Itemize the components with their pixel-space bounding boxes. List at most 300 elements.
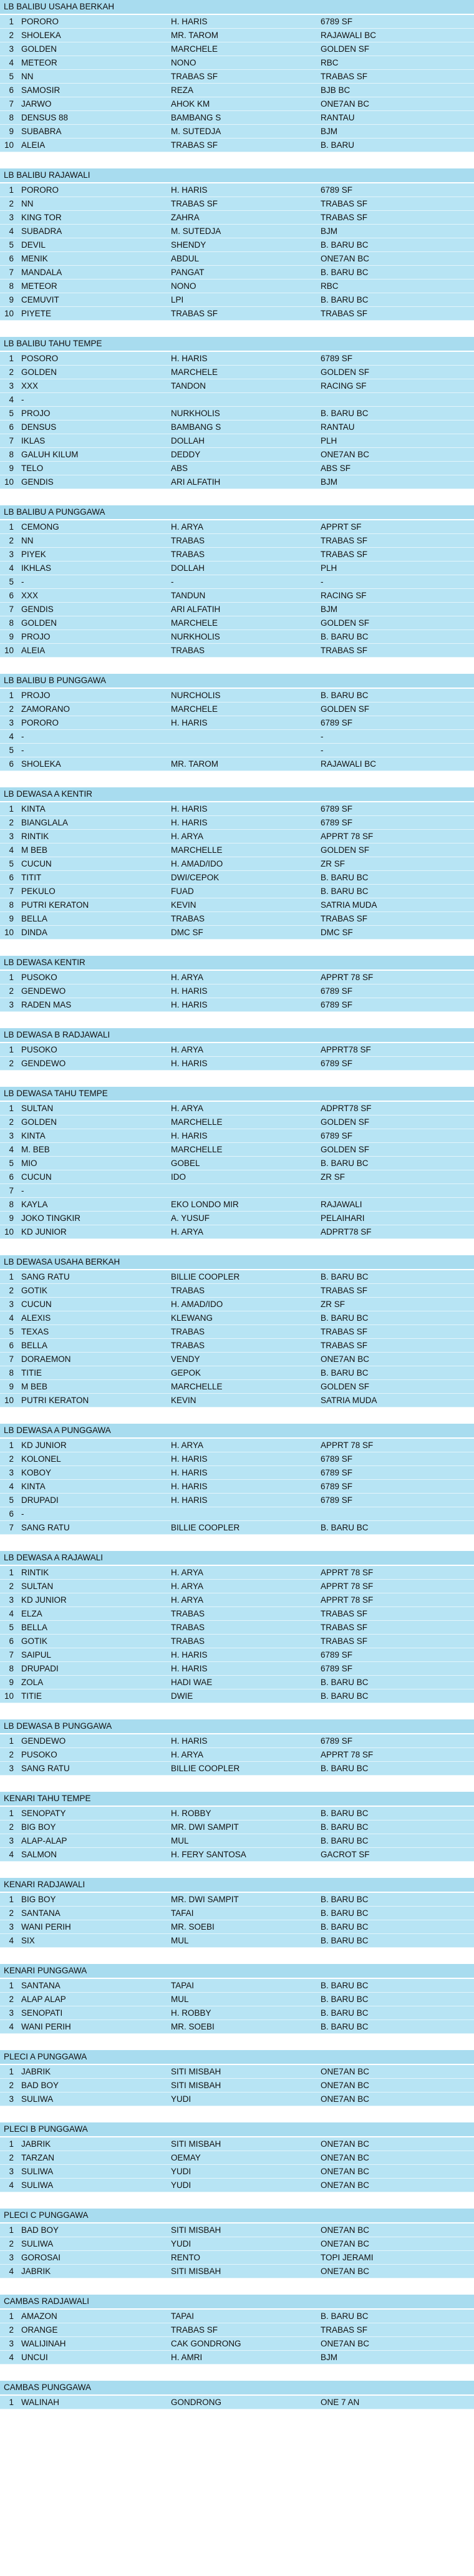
rank-cell: 3 (9, 381, 14, 391)
team-cell: B. BARU BC (321, 1908, 369, 1918)
table-row (0, 2323, 474, 2337)
owner-cell: MARCHELLE (171, 1382, 223, 1391)
team-cell: ONE7AN BC (321, 1354, 370, 1364)
table-row (0, 29, 474, 42)
bird-name-cell: SENOPATY (21, 1809, 66, 1818)
bird-name-cell: SULIWA (21, 2094, 54, 2104)
rank-cell: 1 (9, 1895, 14, 1904)
rank-cell: 7 (9, 436, 14, 445)
table-row (0, 56, 474, 70)
rank-cell: 9 (9, 914, 14, 923)
team-cell: SATRIA MUDA (321, 900, 377, 910)
team-cell: 6789 SF (321, 804, 353, 814)
table-row (0, 689, 474, 702)
bird-name-cell: ZOLA (21, 1678, 44, 1687)
rank-cell: 1 (9, 185, 14, 195)
team-cell: B. BARU BC (321, 1895, 369, 1904)
owner-cell: TRABAS (171, 1341, 205, 1350)
section-gap (0, 2034, 474, 2050)
bird-name-cell: BIG BOY (21, 1895, 56, 1904)
rank-cell: 8 (9, 281, 14, 291)
rank-cell: 8 (9, 1368, 14, 1378)
team-cell: ONE7AN BC (321, 450, 370, 459)
owner-cell: M. SUTEDJA (171, 226, 221, 236)
rank-cell: 4 (9, 1482, 14, 1491)
table-row (0, 1115, 474, 1129)
results-section (0, 956, 474, 1012)
section-title: LB BALIBU A PUNGGAWA (0, 505, 474, 519)
rank-cell: 6 (9, 1509, 14, 1519)
bird-name-cell: GOLDEN (21, 44, 57, 54)
rank-cell: 5 (9, 859, 14, 868)
rank-cell: 4 (9, 845, 14, 855)
team-cell: GOLDEN SF (321, 367, 370, 377)
team-cell: TRABAS SF (321, 1623, 368, 1632)
bird-name-cell: DRUPADI (21, 1664, 59, 1673)
rank-cell: 1 (9, 1045, 14, 1054)
bird-name-cell: POSORO (21, 354, 59, 363)
bird-name-cell: BELLA (21, 1623, 48, 1632)
table-row (0, 575, 474, 589)
table-row (0, 1225, 474, 1239)
bird-name-cell: KINTA (21, 1482, 46, 1491)
owner-cell: H. HARIS (171, 986, 208, 996)
bird-name-cell: KD JUNIOR (21, 1595, 67, 1605)
owner-cell: DEDDY (171, 450, 201, 459)
table-row (0, 1593, 474, 1607)
team-cell: ONE7AN BC (321, 2239, 370, 2248)
owner-cell: BILLIE COOPLER (171, 1523, 240, 1532)
rank-cell: 7 (9, 268, 14, 277)
rank-cell: 1 (9, 2398, 14, 2407)
section-title: PLECI C PUNGGAWA (0, 2209, 474, 2222)
owner-cell: LPI (171, 295, 184, 304)
rank-cell: 4 (9, 1609, 14, 1618)
rank-cell: 4 (9, 2180, 14, 2190)
rank-cell: 2 (9, 1117, 14, 1127)
rank-cell: 5 (9, 240, 14, 250)
section-title: LB DEWASA B PUNGGAWA (0, 1719, 474, 1733)
results-section (0, 1028, 474, 1071)
results-section (0, 1878, 474, 1948)
table-row (0, 1648, 474, 1662)
rank-cell: 1 (9, 973, 14, 982)
owner-cell: TRABAS (171, 1286, 205, 1295)
bird-name-cell: BAD BOY (21, 2225, 59, 2235)
table-row (0, 352, 474, 366)
owner-cell: BAMBANG S (171, 113, 221, 122)
owner-cell: TRABAS SF (171, 72, 218, 81)
table-row (0, 885, 474, 898)
team-cell: BJM (321, 605, 337, 614)
bird-name-cell: - (21, 577, 24, 586)
rank-cell: 2 (9, 986, 14, 996)
bird-name-cell: JABRIK (21, 2267, 51, 2276)
table-row (0, 1807, 474, 1820)
results-section (0, 1087, 474, 1239)
owner-cell: YUDI (171, 2180, 191, 2190)
bird-name-cell: PUTRI KERATON (21, 1396, 89, 1405)
owner-cell: H. HARIS (171, 185, 208, 195)
table-row (0, 197, 474, 211)
bird-name-cell: PIYEK (21, 550, 46, 559)
bird-name-cell: DENSUS 88 (21, 113, 69, 122)
bird-name-cell: SAMOSIR (21, 85, 60, 95)
section-gap (0, 940, 474, 956)
table-row (0, 366, 474, 379)
table-row (0, 2265, 474, 2278)
rank-cell: 7 (9, 99, 14, 109)
rank-cell: 9 (9, 1382, 14, 1391)
team-cell: B. BARU BC (321, 409, 369, 418)
bird-name-cell: CUCUN (21, 1300, 52, 1309)
team-cell: B. BARU BC (321, 2311, 369, 2321)
table-row (0, 434, 474, 448)
bird-name-cell: TARZAN (21, 2153, 54, 2162)
table-row (0, 548, 474, 561)
team-cell: 6789 SF (321, 1650, 353, 1660)
owner-cell: IDO (171, 1172, 186, 1182)
rank-cell: 2 (9, 31, 14, 40)
team-cell: 6789 SF (321, 1454, 353, 1464)
owner-cell: TRABAS (171, 1623, 205, 1632)
rank-cell: 8 (9, 113, 14, 122)
team-cell: GOLDEN SF (321, 618, 370, 628)
bird-name-cell: ALAP ALAP (21, 1995, 66, 2004)
team-cell: ONE 7 AN (321, 2398, 360, 2407)
bird-name-cell: PEKULO (21, 887, 56, 896)
table-row (0, 70, 474, 84)
rank-cell: 1 (9, 2139, 14, 2149)
section-title: KENARI RADJAWALI (0, 1878, 474, 1892)
team-cell: 6789 SF (321, 185, 353, 195)
owner-cell: H. ARYA (171, 1227, 204, 1237)
rank-cell: 2 (9, 1822, 14, 1832)
team-cell: TRABAS SF (321, 72, 368, 81)
rank-cell: 10 (4, 1691, 14, 1701)
team-cell: DMC SF (321, 928, 353, 937)
table-row (0, 42, 474, 56)
team-cell: B. BARU BC (321, 1764, 369, 1773)
team-cell: ONE7AN BC (321, 2167, 370, 2176)
rank-cell: 5 (9, 409, 14, 418)
rank-cell: 1 (9, 804, 14, 814)
team-cell: ADPRT78 SF (321, 1227, 372, 1237)
table-row (0, 1566, 474, 1580)
rank-cell: 3 (9, 1922, 14, 1932)
bird-name-cell: METEOR (21, 281, 57, 291)
rank-cell: 9 (9, 127, 14, 136)
team-cell: GOLDEN SF (321, 1145, 370, 1154)
team-cell: TRABAS SF (321, 536, 368, 545)
rank-cell: 3 (9, 2094, 14, 2104)
team-cell: GOLDEN SF (321, 44, 370, 54)
owner-cell: BILLIE COOPLER (171, 1272, 240, 1281)
owner-cell: ZAHRA (171, 213, 200, 222)
team-cell: RAJAWALI BC (321, 759, 377, 769)
rank-cell: 10 (4, 646, 14, 655)
rank-cell: 5 (9, 1623, 14, 1632)
table-row (0, 2310, 474, 2323)
table-row (0, 603, 474, 616)
bird-name-cell: SHOLEKA (21, 31, 61, 40)
table-row (0, 2251, 474, 2265)
owner-cell: H. ARYA (171, 1750, 204, 1759)
bird-name-cell: JABRIK (21, 2139, 51, 2149)
rank-cell: 2 (9, 1750, 14, 1759)
team-cell: BJM (321, 127, 337, 136)
bird-name-cell: WALINAH (21, 2398, 60, 2407)
table-row (0, 716, 474, 730)
rank-cell: 6 (9, 1341, 14, 1350)
bird-name-cell: ELZA (21, 1609, 42, 1618)
owner-cell: H. ARYA (171, 522, 204, 532)
owner-cell: NURKHOLIS (171, 632, 220, 641)
owner-cell: MR. SOEBI (171, 1922, 215, 1932)
bird-name-cell: - (21, 732, 24, 741)
rank-cell: 3 (9, 2167, 14, 2176)
team-cell: B. BARU BC (321, 1981, 369, 1990)
team-cell: TRABAS SF (321, 1609, 368, 1618)
table-row (0, 744, 474, 757)
table-row (0, 1353, 474, 1366)
section-gap (0, 1407, 474, 1424)
rank-cell: 5 (9, 746, 14, 755)
team-cell: 6789 SF (321, 354, 353, 363)
table-row (0, 1662, 474, 1676)
bird-name-cell: UNCUI (21, 2353, 48, 2362)
owner-cell: TANDUN (171, 591, 206, 600)
rank-cell: 2 (9, 1995, 14, 2004)
owner-cell: MUL (171, 1995, 189, 2004)
owner-cell: SITI MISBAH (171, 2139, 221, 2149)
owner-cell (168, 744, 318, 757)
team-cell: APPRT 78 SF (321, 1750, 374, 1759)
owner-cell: TRABAS (171, 914, 205, 923)
rank-cell: 9 (9, 464, 14, 473)
owner-cell: H. HARIS (171, 804, 208, 814)
bird-name-cell: SANTANA (21, 1981, 60, 1990)
rank-cell: 1 (9, 2311, 14, 2321)
bird-name-cell: BIG BOY (21, 1822, 56, 1832)
team-cell: 6789 SF (321, 1059, 353, 1068)
table-row (0, 926, 474, 940)
section-gap (0, 2192, 474, 2209)
owner-cell (168, 730, 318, 743)
owner-cell: H. ARYA (171, 1595, 204, 1605)
table-row (0, 462, 474, 475)
team-cell: 6789 SF (321, 1736, 353, 1746)
bird-name-cell: PUSOKO (21, 1750, 57, 1759)
owner-cell: MUL (171, 1936, 189, 1945)
team-cell: ONE7AN BC (321, 2139, 370, 2149)
owner-cell: TAFAI (171, 1908, 194, 1918)
bird-name-cell: - (21, 1509, 24, 1519)
rank-cell: 8 (9, 450, 14, 459)
team-cell: B. BARU BC (321, 1272, 369, 1281)
owner-cell: H. HARIS (171, 1000, 208, 1009)
owner-cell: H. ARYA (171, 1104, 204, 1113)
table-row (0, 1689, 474, 1703)
table-row (0, 1394, 474, 1407)
bird-name-cell: WALIJINAH (21, 2339, 66, 2348)
bird-name-cell: GOLDEN (21, 618, 57, 628)
bird-name-cell: PROJO (21, 632, 51, 641)
team-cell: B. BARU BC (321, 1678, 369, 1687)
bird-name-cell: DORAEMON (21, 1354, 71, 1364)
owner-cell: MARCHELLE (171, 845, 223, 855)
table-row (0, 998, 474, 1012)
rank-cell: 8 (9, 1664, 14, 1673)
bird-name-cell: GENDEWO (21, 986, 66, 996)
owner-cell: MR. DWI SAMPIT (171, 1895, 239, 1904)
bird-name-cell: SHOLEKA (21, 759, 61, 769)
section-gap (0, 771, 474, 787)
rank-cell: 4 (9, 226, 14, 236)
table-row (0, 1993, 474, 2006)
table-row (0, 84, 474, 97)
owner-cell: MARCHELE (171, 704, 218, 714)
rank-cell: 4 (9, 395, 14, 404)
bird-name-cell: GOLDEN (21, 1117, 57, 1127)
table-row (0, 211, 474, 225)
rank-cell: 6 (9, 85, 14, 95)
owner-cell: ARI ALFATIH (171, 477, 221, 487)
table-row (0, 1270, 474, 1284)
bird-name-cell: RINTIK (21, 1568, 49, 1577)
table-row (0, 1979, 474, 1993)
bird-name-cell: JOKO TINGKIR (21, 1213, 81, 1223)
table-row (0, 2079, 474, 2092)
team-cell: PLH (321, 436, 337, 445)
bird-name-cell: ORANGE (21, 2325, 58, 2335)
rank-cell: 3 (9, 832, 14, 841)
owner-cell: YUDI (171, 2167, 191, 2176)
team-cell: TRABAS SF (321, 1327, 368, 1336)
rank-cell: 3 (9, 2008, 14, 2018)
rank-cell: 3 (9, 1131, 14, 1140)
results-section (0, 2295, 474, 2365)
team-cell: APPRT 78 SF (321, 832, 374, 841)
section-title: CAMBAS PUNGGAWA (0, 2381, 474, 2394)
bird-name-cell: AMAZON (21, 2311, 57, 2321)
owner-cell: TRABAS SF (171, 2325, 218, 2335)
team-cell: GACROT SF (321, 1850, 370, 1859)
results-section (0, 2050, 474, 2106)
owner-cell: H. FERY SANTOSA (171, 1850, 246, 1859)
section-title: LB BALIBU RAJAWALI (0, 168, 474, 182)
bird-name-cell: PUSOKO (21, 1045, 57, 1054)
bird-name-cell: RINTIK (21, 832, 49, 841)
rank-cell: 2 (9, 1582, 14, 1591)
table-row (0, 15, 474, 29)
rank-cell: 7 (9, 1523, 14, 1532)
table-row (0, 307, 474, 321)
rank-cell: 2 (9, 1059, 14, 1068)
table-row (0, 97, 474, 111)
bird-name-cell: TITIE (21, 1368, 42, 1378)
section-gap (0, 2278, 474, 2295)
results-section (0, 2122, 474, 2192)
owner-cell: H. HARIS (171, 718, 208, 727)
bird-name-cell: GOROSAI (21, 2253, 61, 2262)
team-cell: TOPI JERAMI (321, 2253, 374, 2262)
section-gap (0, 1012, 474, 1028)
rank-cell: 2 (9, 2325, 14, 2335)
owner-cell: H. ARYA (171, 1568, 204, 1577)
owner-cell: NONO (171, 281, 196, 291)
table-row (0, 912, 474, 926)
table-row (0, 1621, 474, 1635)
bird-name-cell: GENDIS (21, 477, 54, 487)
rank-cell: 2 (9, 199, 14, 208)
bird-name-cell: BAD BOY (21, 2081, 59, 2090)
table-row (0, 802, 474, 816)
team-cell: RAJAWALI BC (321, 31, 377, 40)
table-row (0, 2224, 474, 2237)
table-row (0, 1043, 474, 1057)
owner-cell: MR. DWI SAMPIT (171, 1822, 239, 1832)
bird-name-cell: GOLDEN (21, 367, 57, 377)
owner-cell: FUAD (171, 887, 194, 896)
bird-name-cell: NN (21, 199, 34, 208)
table-row (0, 1635, 474, 1648)
rank-cell: 8 (9, 1200, 14, 1209)
rank-cell: 7 (9, 887, 14, 896)
rank-cell: 1 (9, 1104, 14, 1113)
rank-cell: 2 (9, 367, 14, 377)
rank-cell: 4 (9, 2353, 14, 2362)
team-cell: BJM (321, 226, 337, 236)
rank-cell: 1 (9, 2225, 14, 2235)
bird-name-cell: CUCUN (21, 859, 52, 868)
rank-cell: 1 (9, 1272, 14, 1281)
team-cell: BJB BC (321, 85, 351, 95)
team-cell: RACING SF (321, 591, 367, 600)
team-cell: APPRT 78 SF (321, 1595, 374, 1605)
team-cell: APPRT 78 SF (321, 1441, 374, 1450)
owner-cell: H. HARIS (171, 354, 208, 363)
team-cell: APPRT78 SF (321, 1045, 371, 1054)
bird-name-cell: WANI PERIH (21, 2022, 71, 2031)
section-gap (0, 2365, 474, 2381)
owner-cell: H. HARIS (171, 1131, 208, 1140)
team-cell (318, 1184, 474, 1197)
team-cell (318, 393, 474, 406)
table-row (0, 279, 474, 293)
section-gap (0, 321, 474, 337)
team-cell: GOLDEN SF (321, 1382, 370, 1391)
owner-cell: H. AMAD/IDO (171, 859, 223, 868)
table-row (0, 2006, 474, 2020)
bird-name-cell: GENDIS (21, 605, 54, 614)
table-row (0, 1143, 474, 1157)
owner-cell: PANGAT (171, 268, 205, 277)
team-cell: ZR SF (321, 859, 345, 868)
table-row (0, 1129, 474, 1143)
owner-cell: NURKHOLIS (171, 409, 220, 418)
table-row (0, 448, 474, 462)
team-cell: 6789 SF (321, 1468, 353, 1477)
table-row (0, 644, 474, 658)
bird-name-cell: ZAMORANO (21, 704, 70, 714)
owner-cell: H. AMAD/IDO (171, 1300, 223, 1309)
team-cell: BJM (321, 2353, 337, 2362)
team-cell: TRABAS SF (321, 1636, 368, 1646)
team-cell: PLH (321, 563, 337, 573)
section-title: CAMBAS RADJAWALI (0, 2295, 474, 2308)
team-cell: B. BARU BC (321, 1523, 369, 1532)
